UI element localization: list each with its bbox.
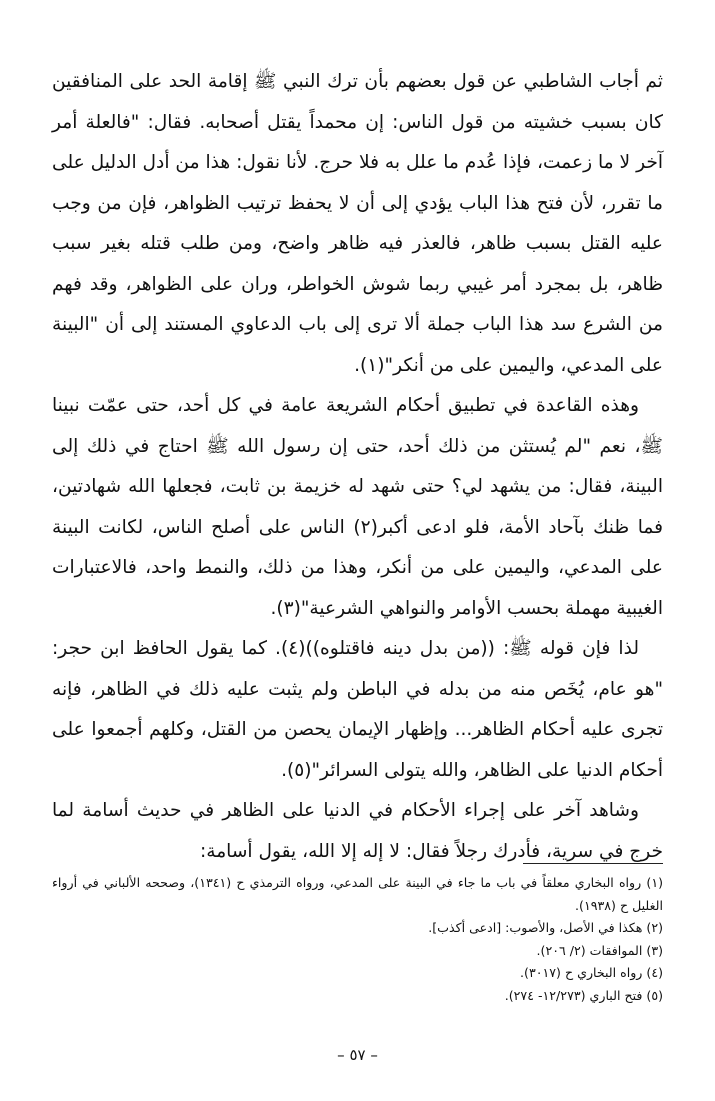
footnote-5: (٥) فتح الباري (١٢/٢٧٣- ٢٧٤).	[504, 987, 663, 1003]
main-text	[52, 62, 663, 872]
footnotes	[52, 872, 663, 1007]
page-number: – ٥٧ –	[337, 1046, 378, 1064]
footnote-3: (٣) الموافقات (٢/ ٢٠٦).	[536, 942, 663, 958]
footnote-4: (٤) رواه البخاري ح (٣٠١٧).	[520, 965, 663, 980]
paragraph-1: ثم أجاب الشاطبي عن قول بعضهم بأن ترك النبي ﷺ إقامة الحد على المنافقين كان بسبب خشيته من قول الناس: إن محمداً يقتل أصحابه. فقال: "فالعلة أمر آخر لا ما زعمت، فإذا عُدم ما علل به فلا حرج. لأنا نقول: هذا من أدل الدليل على ما تقرر، لأن فتح هذا الباب يؤدي إلى أن لا يحفظ ترتيب الظواهر، فإن من وجب عليه القتل بسبب ظاهر، فالعذر فيه ظاهر واضح، ومن طلب قتله بغير سبب ظاهر، بل بمجرد أمر غيبي ربما شوش الخواطر، وران على الظواهر، وقد فهم من الشرع سد هذا الباب جملة ألا ترى إلى باب الدعاوي المستند إلى أن "البينة على المدعي، واليمين على من أنكر"(١).	[52, 71, 663, 376]
footnote-1: (١) رواه البخاري معلقاً في باب ما جاء في البينة على المدعي، ورواه الترمذي ح (١٣٤١)، وصححه الألباني في أرواء الغليل ح (١٩٣٨).	[52, 875, 663, 913]
paragraph-3: لذا فإن قوله ﷺ: ((من بدل دينه فاقتلوه))(٤). كما يقول الحافظ ابن حجر: "هو عام، يُخَص منه من بدله في الباطن ولم يثبت عليه ذلك في الظاهر، فإنه تجرى عليه أحكام الظاهر... وإظهار الإيمان يحصن من القتل، وكلهم أجمعوا على أحكام الدنيا على الظاهر، والله يتولى السرائر"(٥).	[52, 638, 663, 781]
footnote-2: (٢) هكذا في الأصل، والأصوب: [ادعى أكذب].	[428, 920, 663, 935]
paragraph-2: وهذه القاعدة في تطبيق أحكام الشريعة عامة في كل أحد، حتى عمّت نبينا ﷺ، نعم "لم يُستثن من ذلك أحد، حتى إن رسول الله ﷺ احتاج في ذلك إلى البينة، فقال: من يشهد لي؟ حتى شهد له خزيمة بن ثابت، فجعلها الله شهادتين، فما ظنك بآحاد الأمة، فلو ادعى أكبر(٢) الناس على أصلح الناس، لكانت البينة على المدعي، واليمين على من أنكر، وهذا من ذلك، والنمط واحد، فالاعتبارات الغيبية مهملة بحسب الأوامر والنواهي الشرعية"(٣).	[52, 395, 664, 619]
footnote-separator	[523, 863, 663, 864]
paragraph-4: وشاهد آخر على إجراء الأحكام في الدنيا على الظاهر في حديث أسامة لما خرج في سرية، فأدرك رجلاً فقال: لا إله إلا الله، يقول أسامة:	[52, 800, 663, 862]
